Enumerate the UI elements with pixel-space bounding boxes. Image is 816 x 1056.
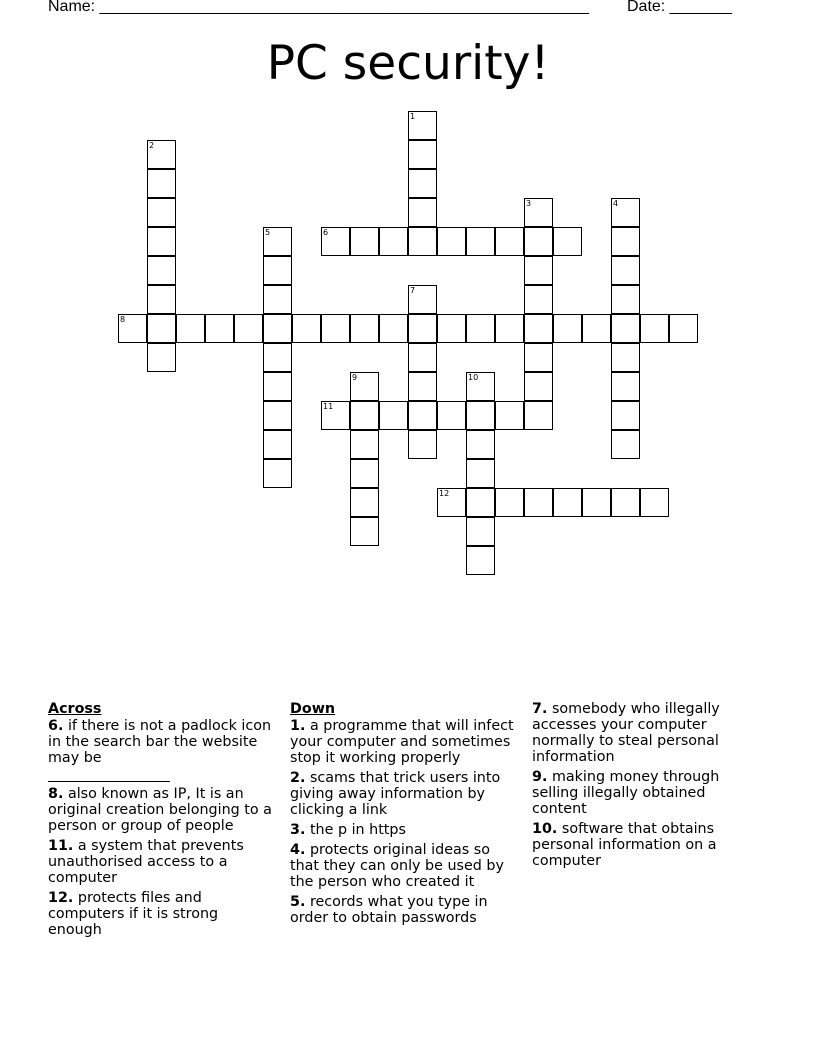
grid-cell[interactable] bbox=[611, 430, 640, 459]
grid-cell[interactable] bbox=[147, 343, 176, 372]
grid-cell[interactable] bbox=[611, 285, 640, 314]
grid-cell[interactable] bbox=[147, 227, 176, 256]
grid-cell[interactable] bbox=[408, 169, 437, 198]
grid-cell[interactable] bbox=[263, 256, 292, 285]
grid-cell[interactable] bbox=[524, 343, 553, 372]
grid-cell[interactable] bbox=[611, 401, 640, 430]
clue-text: a programme that will infect your computer and sometimes stop it working properly bbox=[290, 718, 514, 766]
grid-cell[interactable] bbox=[495, 314, 524, 343]
grid-cell[interactable] bbox=[263, 285, 292, 314]
grid-cell[interactable] bbox=[408, 430, 437, 459]
cell-number: 5 bbox=[265, 228, 271, 237]
grid-cell[interactable] bbox=[524, 285, 553, 314]
grid-cell[interactable] bbox=[437, 314, 466, 343]
grid-cell[interactable] bbox=[495, 227, 524, 256]
grid-cell[interactable] bbox=[350, 372, 379, 401]
across-heading: Across bbox=[48, 701, 102, 717]
down-heading: Down bbox=[290, 701, 336, 717]
grid-cell[interactable] bbox=[611, 227, 640, 256]
clue-down-10 bbox=[532, 821, 760, 869]
date-field[interactable]: Date: _______ bbox=[627, 0, 732, 15]
grid-cell[interactable] bbox=[524, 488, 553, 517]
grid-cell[interactable] bbox=[466, 227, 495, 256]
clue-text: protects files and computers if it is strong enough bbox=[48, 890, 219, 938]
grid-cell[interactable] bbox=[176, 314, 205, 343]
down-clues-continued bbox=[532, 701, 760, 873]
clue-number: 5. bbox=[290, 894, 306, 910]
grid-cell[interactable] bbox=[321, 314, 350, 343]
grid-cell[interactable] bbox=[437, 227, 466, 256]
grid-cell[interactable] bbox=[466, 430, 495, 459]
grid-cell[interactable] bbox=[263, 343, 292, 372]
grid-cell[interactable] bbox=[408, 198, 437, 227]
grid-cell[interactable] bbox=[495, 488, 524, 517]
grid-cell[interactable] bbox=[408, 140, 437, 169]
grid-cell[interactable] bbox=[524, 401, 553, 430]
grid-cell[interactable] bbox=[582, 314, 611, 343]
name-field[interactable]: Name: _______________________________________________________ bbox=[48, 0, 589, 15]
cell-number: 1 bbox=[410, 112, 416, 121]
clue-down-9 bbox=[532, 769, 760, 817]
clue-text: a system that prevents unauthorised access to a computer bbox=[48, 838, 244, 886]
clue-down-7 bbox=[532, 701, 760, 765]
clue-number: 6. bbox=[48, 718, 64, 734]
grid-cell[interactable] bbox=[350, 227, 379, 256]
grid-cell[interactable] bbox=[321, 227, 350, 256]
down-clues bbox=[290, 701, 518, 930]
cell-number: 10 bbox=[468, 373, 479, 382]
grid-cell[interactable] bbox=[350, 459, 379, 488]
grid-cell[interactable] bbox=[669, 314, 698, 343]
clue-number: 11. bbox=[48, 838, 74, 854]
grid-cell[interactable] bbox=[466, 401, 495, 430]
clue-down-2 bbox=[290, 770, 518, 818]
clue-number: 9. bbox=[532, 769, 548, 785]
grid-cell[interactable] bbox=[553, 314, 582, 343]
cell-number: 3 bbox=[526, 199, 532, 208]
clue-down-3 bbox=[290, 822, 518, 838]
cell-number: 8 bbox=[120, 315, 126, 324]
grid-cell[interactable] bbox=[263, 372, 292, 401]
grid-cell[interactable] bbox=[408, 227, 437, 256]
page-title: PC security! bbox=[266, 36, 550, 91]
grid-cell[interactable] bbox=[582, 488, 611, 517]
clue-text: records what you type in order to obtain passwords bbox=[290, 894, 488, 926]
grid-cell[interactable] bbox=[350, 430, 379, 459]
clue-number: 4. bbox=[290, 842, 306, 858]
answer-blank-line bbox=[48, 766, 170, 782]
grid-cell[interactable] bbox=[263, 401, 292, 430]
across-clues bbox=[48, 701, 276, 942]
grid-cell[interactable] bbox=[640, 488, 669, 517]
grid-cell[interactable] bbox=[553, 488, 582, 517]
grid-cell[interactable] bbox=[640, 314, 669, 343]
clue-number: 8. bbox=[48, 786, 64, 802]
clue-across-12 bbox=[48, 890, 276, 938]
grid-cell[interactable] bbox=[350, 488, 379, 517]
cell-number: 4 bbox=[613, 199, 619, 208]
grid-cell[interactable] bbox=[466, 546, 495, 575]
grid-cell[interactable] bbox=[466, 488, 495, 517]
grid-cell[interactable] bbox=[147, 256, 176, 285]
grid-cell[interactable] bbox=[379, 401, 408, 430]
grid-cell[interactable] bbox=[263, 227, 292, 256]
clue-number: 10. bbox=[532, 821, 558, 837]
clue-down-5 bbox=[290, 894, 518, 926]
grid-cell[interactable] bbox=[350, 314, 379, 343]
grid-cell[interactable] bbox=[524, 198, 553, 227]
grid-cell[interactable] bbox=[524, 227, 553, 256]
grid-cell[interactable] bbox=[118, 314, 147, 343]
grid-cell[interactable] bbox=[495, 401, 524, 430]
clue-text: scams that trick users into giving away information by clicking a link bbox=[290, 770, 501, 818]
clue-text: protects original ideas so that they can only be used by the person who created it bbox=[290, 842, 504, 890]
grid-cell[interactable] bbox=[263, 459, 292, 488]
clue-text: if there is not a padlock icon in the search bar the website may be bbox=[48, 718, 272, 766]
grid-cell[interactable] bbox=[321, 401, 350, 430]
grid-cell[interactable] bbox=[147, 140, 176, 169]
grid-cell[interactable] bbox=[437, 401, 466, 430]
grid-cell[interactable] bbox=[524, 256, 553, 285]
grid-cell[interactable] bbox=[408, 111, 437, 140]
clue-number: 2. bbox=[290, 770, 306, 786]
cell-number: 2 bbox=[149, 141, 155, 150]
grid-cell[interactable] bbox=[611, 198, 640, 227]
clue-number: 7. bbox=[532, 701, 548, 717]
grid-cell[interactable] bbox=[553, 227, 582, 256]
clue-number: 1. bbox=[290, 718, 306, 734]
clue-across-11 bbox=[48, 838, 276, 886]
grid-cell[interactable] bbox=[611, 488, 640, 517]
clue-across-8 bbox=[48, 786, 276, 834]
grid-cell[interactable] bbox=[379, 227, 408, 256]
clue-across-6 bbox=[48, 718, 276, 782]
grid-cell[interactable] bbox=[350, 401, 379, 430]
grid-cell[interactable] bbox=[408, 285, 437, 314]
grid-cell[interactable] bbox=[466, 372, 495, 401]
grid-cell[interactable] bbox=[524, 314, 553, 343]
grid-cell[interactable] bbox=[408, 314, 437, 343]
grid-cell[interactable] bbox=[379, 314, 408, 343]
grid-cell[interactable] bbox=[292, 314, 321, 343]
grid-cell[interactable] bbox=[611, 256, 640, 285]
clue-text: making money through selling illegally obtained content bbox=[532, 769, 720, 817]
grid-cell[interactable] bbox=[408, 401, 437, 430]
grid-cell[interactable] bbox=[147, 169, 176, 198]
grid-cell[interactable] bbox=[205, 314, 234, 343]
grid-cell[interactable] bbox=[466, 459, 495, 488]
grid-cell[interactable] bbox=[466, 314, 495, 343]
clue-text: somebody who illegally accesses your computer normally to steal personal information bbox=[532, 701, 720, 765]
clue-down-1 bbox=[290, 718, 518, 766]
grid-cell[interactable] bbox=[437, 488, 466, 517]
grid-cell[interactable] bbox=[524, 372, 553, 401]
clue-text: also known as IP, It is an original creation belonging to a person or group of people bbox=[48, 786, 272, 834]
grid-cell[interactable] bbox=[263, 430, 292, 459]
cell-number: 12 bbox=[439, 489, 450, 498]
grid-cell[interactable] bbox=[466, 517, 495, 546]
grid-cell[interactable] bbox=[147, 198, 176, 227]
clue-text: software that obtains personal information on a computer bbox=[532, 821, 717, 869]
clue-down-4 bbox=[290, 842, 518, 890]
grid-cell[interactable] bbox=[611, 314, 640, 343]
clue-text: the p in https bbox=[309, 822, 406, 838]
grid-cell[interactable] bbox=[234, 314, 263, 343]
cell-number: 7 bbox=[410, 286, 416, 295]
grid-cell[interactable] bbox=[611, 343, 640, 372]
clue-number: 3. bbox=[290, 822, 306, 838]
cell-number: 9 bbox=[352, 373, 358, 382]
grid-cell[interactable] bbox=[263, 314, 292, 343]
clue-number: 12. bbox=[48, 890, 74, 906]
cell-number: 6 bbox=[323, 228, 329, 237]
grid-cell[interactable] bbox=[408, 343, 437, 372]
grid-cell[interactable] bbox=[611, 372, 640, 401]
cell-number: 11 bbox=[323, 402, 334, 411]
grid-cell[interactable] bbox=[147, 314, 176, 343]
grid-cell[interactable] bbox=[147, 285, 176, 314]
grid-cell[interactable] bbox=[350, 517, 379, 546]
grid-cell[interactable] bbox=[408, 372, 437, 401]
